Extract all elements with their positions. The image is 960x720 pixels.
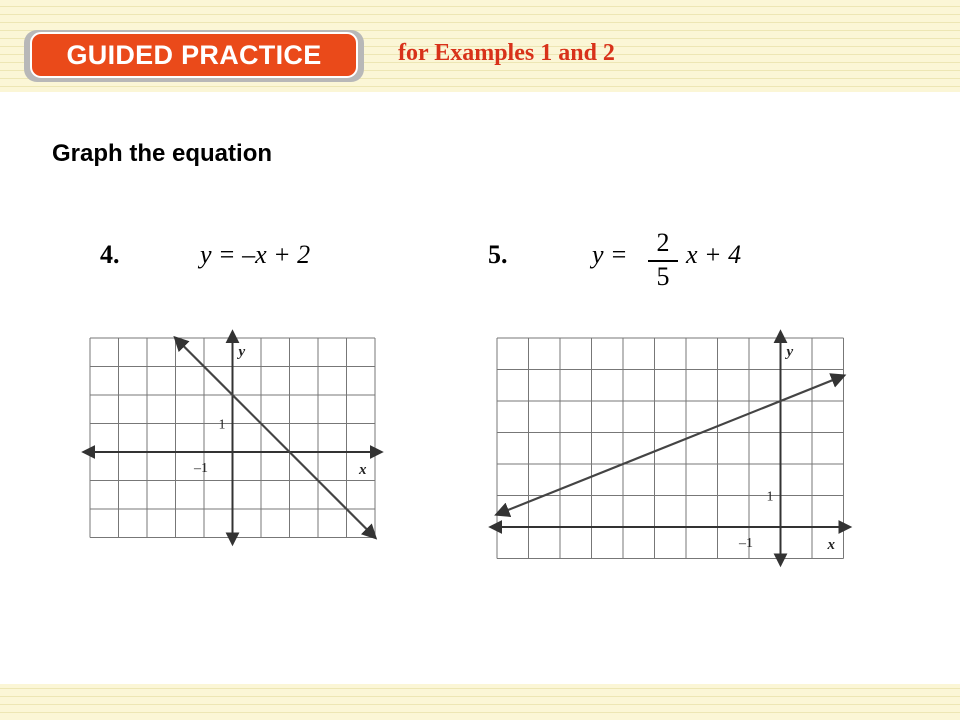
problem-5-equation-left: y = — [592, 240, 628, 269]
graph-5-x-tick-label: –1 — [739, 536, 753, 551]
graph-4-line — [176, 338, 376, 538]
examples-subtitle: for Examples 1 and 2 — [398, 40, 615, 66]
graph-4-y-tick-label: 1 — [218, 417, 226, 433]
graph-4-x-tick-label: –1 — [194, 461, 208, 476]
graph-5-y-tick-label: 1 — [766, 489, 774, 505]
graph-problem-4 — [84, 332, 381, 544]
graph-4-x-label: x — [359, 462, 367, 478]
graph-5-x-label: x — [827, 537, 835, 553]
graph-4-y-label: y — [238, 344, 246, 360]
problem-5-equation-right: x + 4 — [686, 240, 742, 269]
graph-5-y-label: y — [786, 344, 794, 360]
problem-4-equation: y = –x + 2 — [200, 240, 311, 269]
problem-4-number: 4. — [100, 240, 120, 269]
guided-practice-badge: GUIDED PRACTICE — [30, 32, 358, 78]
graph-5-grid — [497, 338, 844, 559]
instruction-heading: Graph the equation — [52, 140, 273, 167]
graph-problem-5 — [491, 332, 850, 565]
fraction-denominator: 5 — [656, 262, 670, 291]
problem-5-number: 5. — [488, 240, 508, 269]
fraction-numerator: 2 — [656, 228, 670, 257]
graph-5-line — [497, 376, 844, 515]
